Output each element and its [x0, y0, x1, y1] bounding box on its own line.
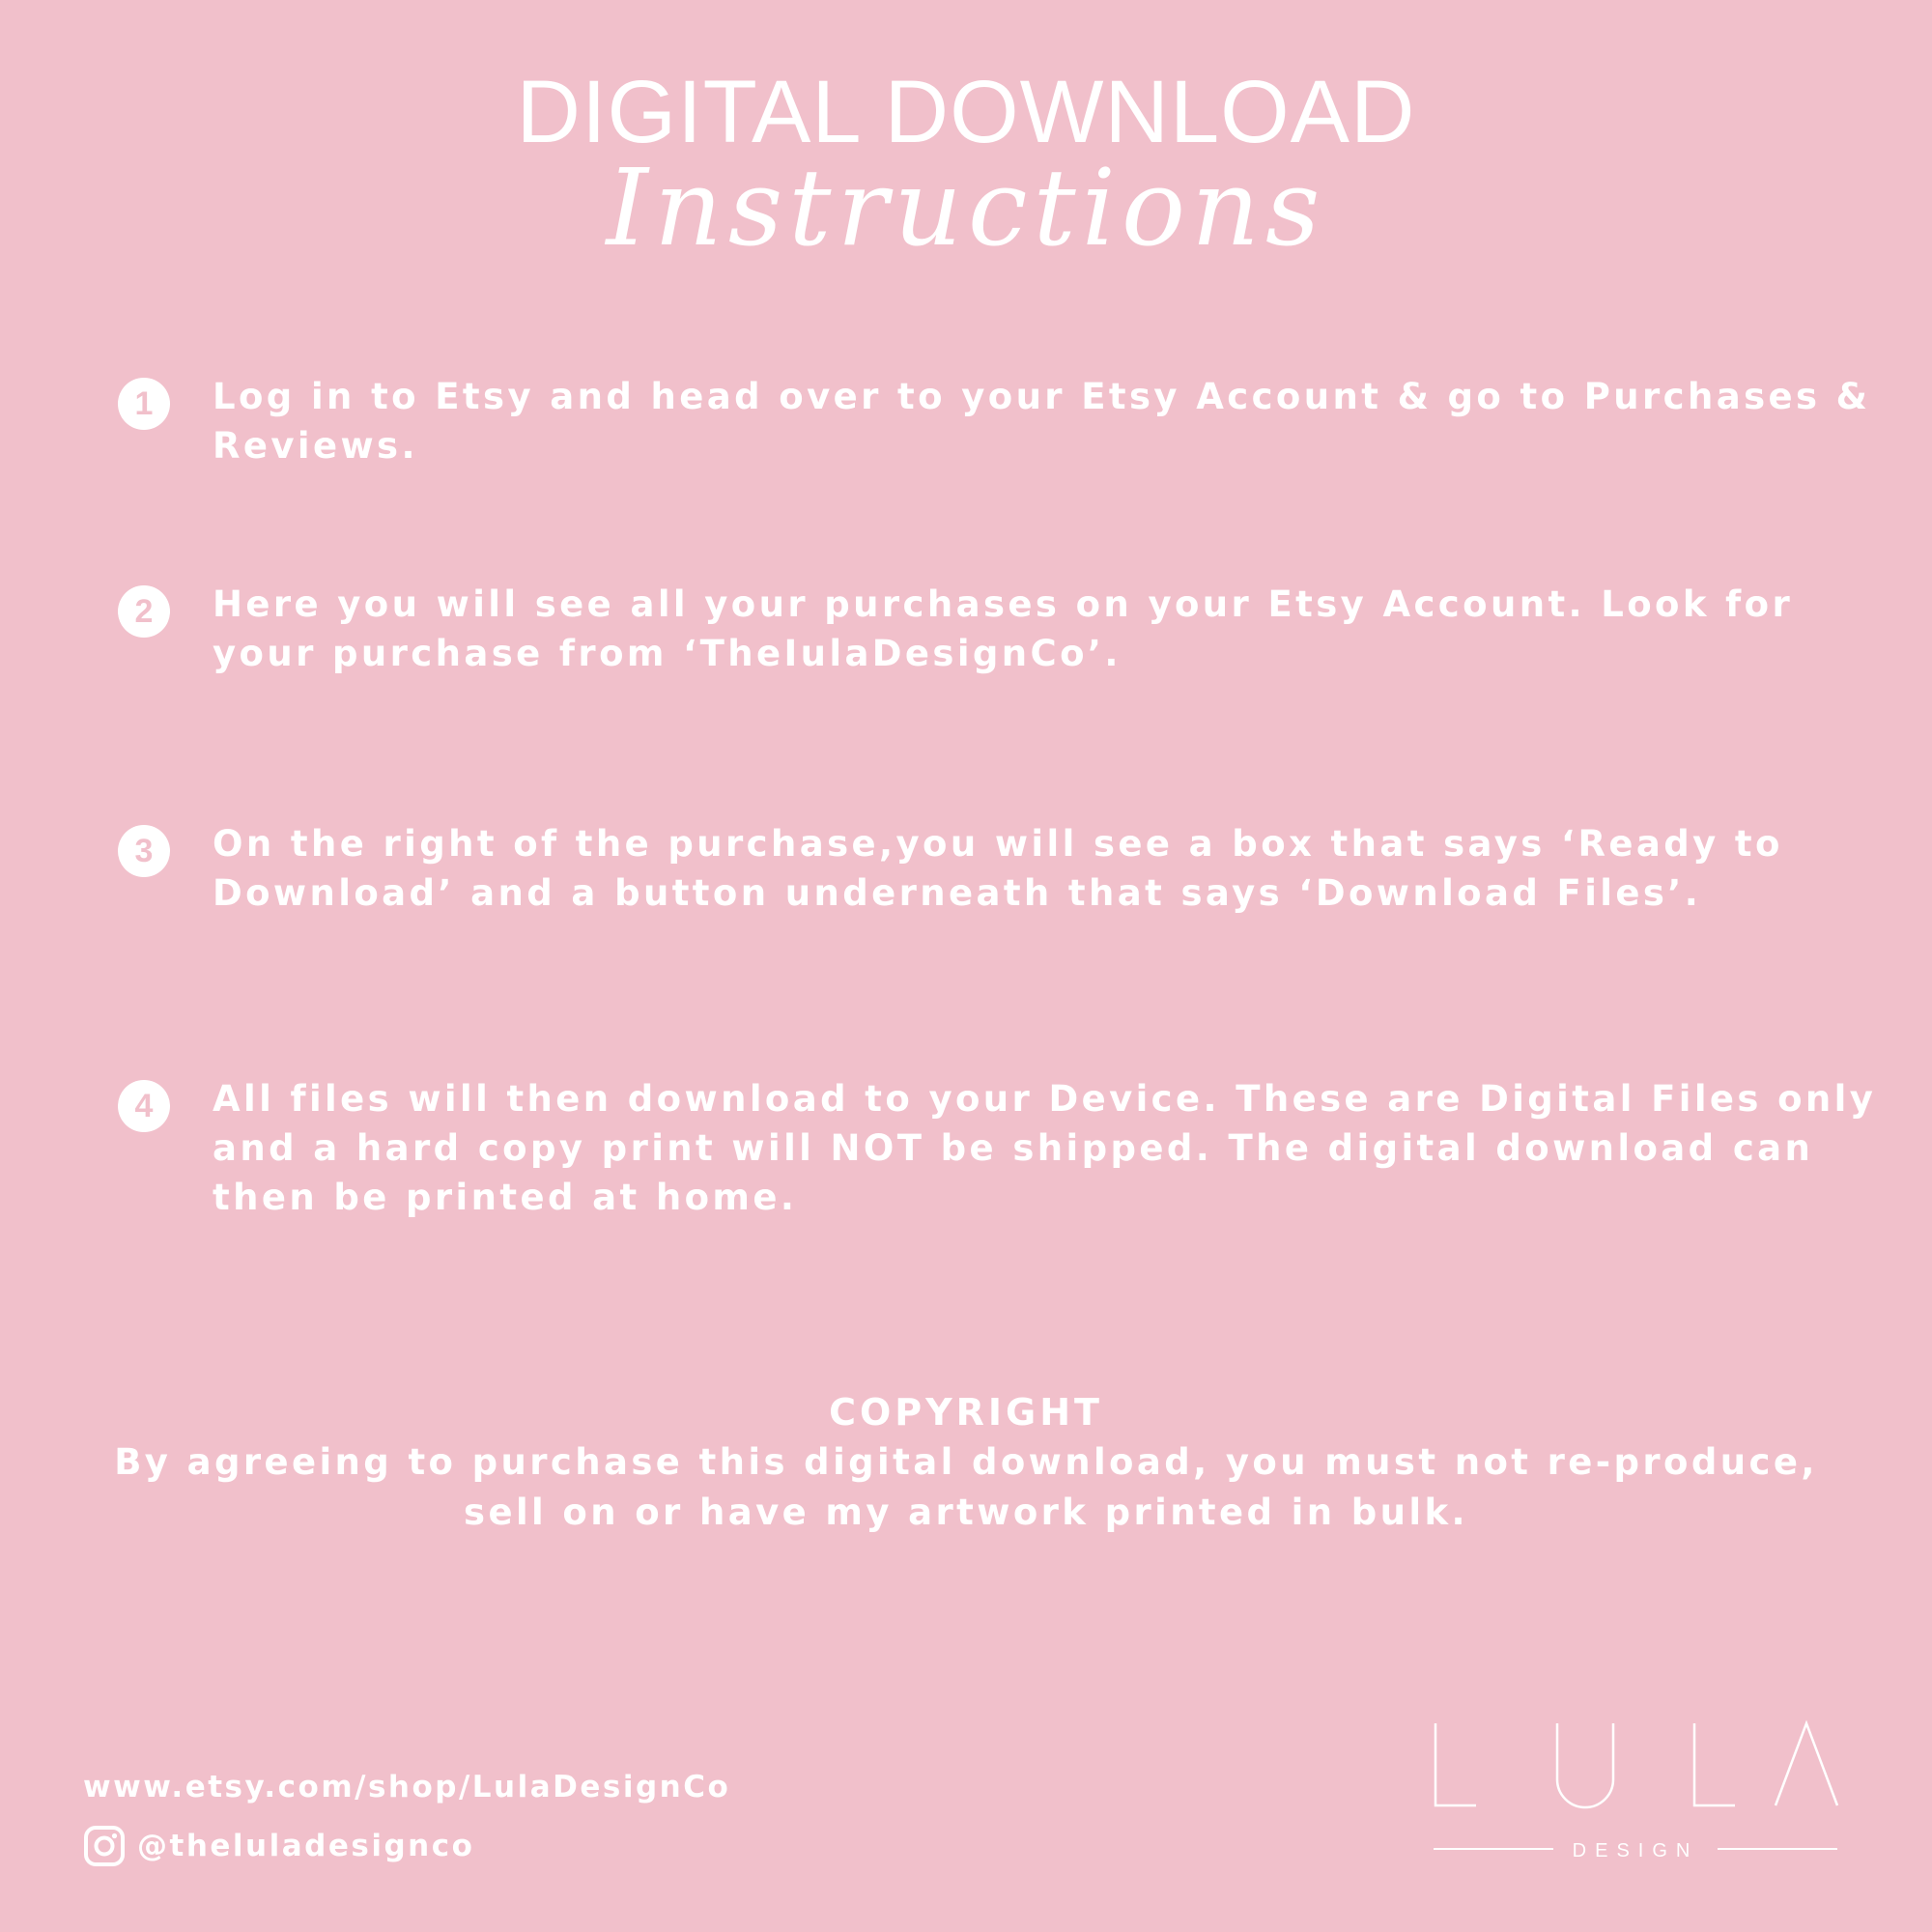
step-number-4: 4: [118, 1080, 170, 1132]
instagram-link[interactable]: [83, 1824, 474, 1868]
step-number-3: 3: [118, 825, 170, 877]
logo-tagline: DESIGN: [1572, 1840, 1699, 1860]
step-text-2: Here you will see all your purchases on your Etsy Account. Look for your purchase from ‘TheIulaDesignCo’.: [213, 583, 1794, 674]
page-title: DIGITAL DOWNLOAD: [516, 63, 1416, 161]
instagram-handle: @theluladesignco: [137, 1829, 475, 1863]
instagram-icon: [83, 1825, 126, 1867]
step-text-1: Log in to Etsy and head over to your Etsy Account & go to Purchases & Reviews.: [213, 376, 1871, 467]
shop-url-link[interactable]: www.etsy.com/shop/LulaDesignCo: [83, 1770, 731, 1804]
step-number-1: 1: [118, 378, 170, 430]
step-number-2: 2: [118, 585, 170, 638]
step-text-4: All files will then download to your Device. These are Digital Files only and a hard copy print will NOT be shipped. The digital download can then be printed at home.: [213, 1078, 1877, 1218]
step-text-3: On the right of the purchase,you will see a box that says ‘Ready to Download’ and a button underneath that says ‘Download Files’.: [213, 823, 1783, 914]
page-subtitle: Instructions: [606, 146, 1326, 270]
lula-design-logo: [1430, 1719, 1840, 1860]
copyright-heading: COPYRIGHT: [829, 1391, 1103, 1434]
copyright-text: By agreeing to purchase this digital download, you must not re-produce, sell on or have my artwork printed in bulk.: [114, 1441, 1818, 1533]
